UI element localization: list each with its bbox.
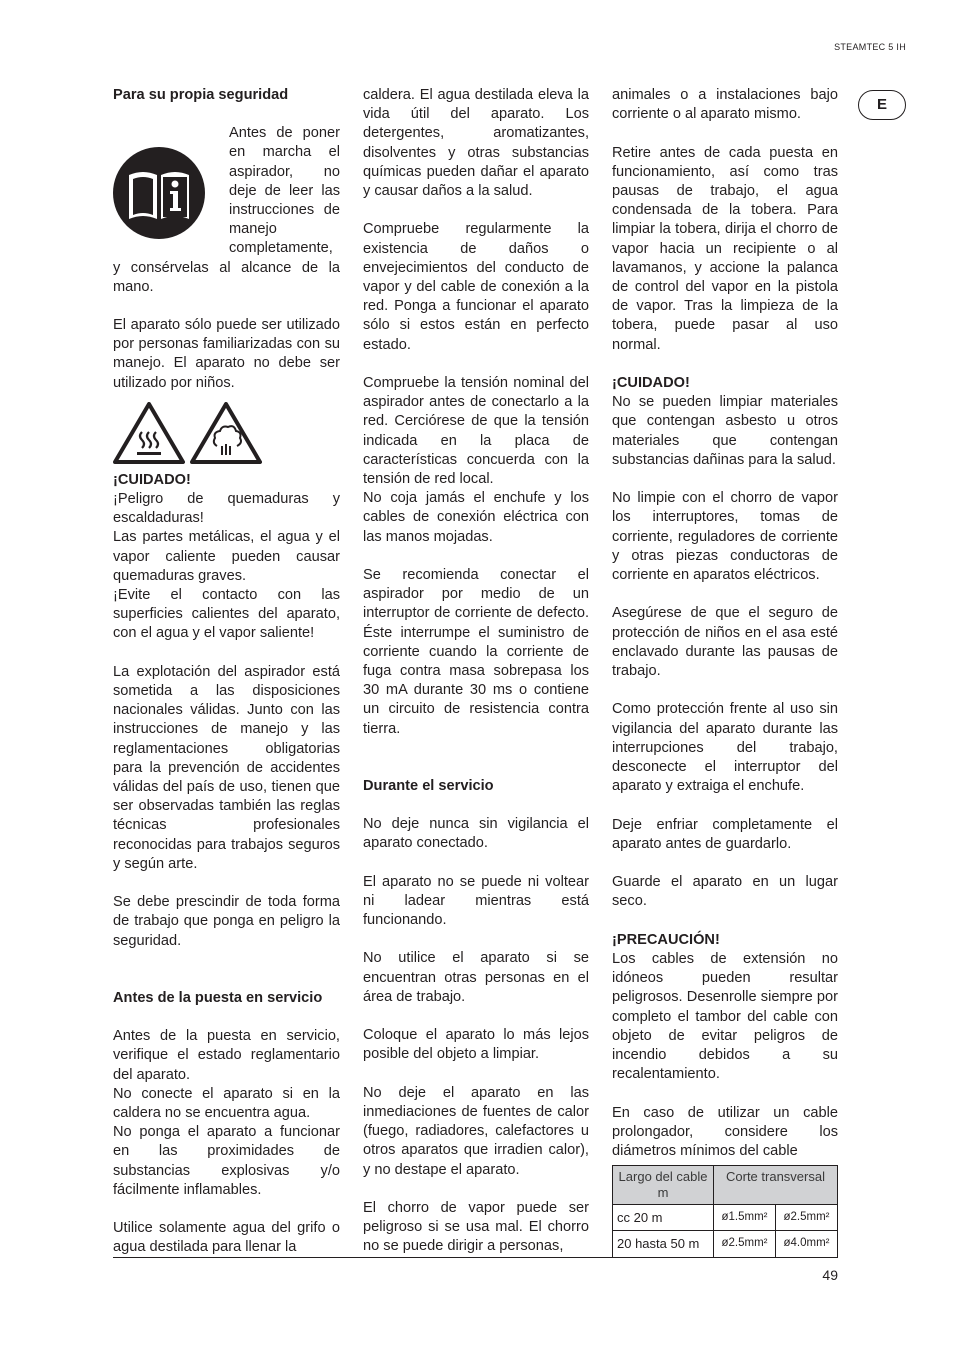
- table-row: [613, 1231, 838, 1257]
- caution-burn: ¡Peligro de quemaduras y escaldaduras!: [113, 491, 340, 527]
- caution-contact: ¡Evite el contacto con las superficies calientes del aparato, con el agua y el vapor saliente!: [113, 587, 340, 642]
- cable-table: [612, 1165, 838, 1257]
- unplug-text: Como protección frente al uso sin vigilancia del aparato durante las interrupciones del trabajo, desconecte el interruptor del aparato y extraiga el enchufe.: [612, 701, 838, 795]
- hot-surface-warning-icon: [113, 402, 185, 464]
- service-tilt: El aparato no se puede ni voltear ni ladear mientras está funcionando.: [363, 873, 589, 929]
- distilled-water-text: caldera. El agua destilada eleva la vida útil del aparato. Los detergentes, aromatizantes, disolventes y otras substancias químicas pueden dañar el aparato y causar daños a la salud.: [363, 87, 589, 200]
- caution-title-1: ¡CUIDADO!: [113, 471, 191, 488]
- check-damage-text: Compruebe regularmente la existencia de daños o envejecimientos del conducto de vapor y del cable de conexión a la red. Ponga a funcionar el aparato sólo si estos están en perfecto estado.: [363, 221, 589, 353]
- regulations-text: La explotación del aspirador está sometida a las disposiciones nacionales válidas. Junto con las instrucciones de manejo y las reglamentaciones obligatorias para la prevención de accidentes válidas del país de uso, tienen que ser observadas también las reglas técnicas profesionales reconocidas para trabajos seguros y según arte.: [113, 663, 340, 872]
- caution-parts: Las partes metálicas, el agua y el vapor caliente pueden causar quemaduras graves.: [113, 529, 340, 584]
- child-lock-text: Asegúrese de que el seguro de protección de niños en el asa esté enclavado durante las pausas de trabajo.: [612, 605, 838, 680]
- table-header-row: [613, 1166, 838, 1205]
- column-3: [612, 86, 838, 1258]
- extension-cable-text: Los cables de extensión no idóneos pueden resultar peligrosos. Desenrolle siempre por completo el tambor del cable con objeto de evitar peligros de incendio debidos a su recalentamiento.: [612, 951, 838, 1083]
- cell-length: cc 20 m: [613, 1205, 714, 1231]
- usage-text: El aparato sólo puede ser utilizado por personas familiarizadas con su manejo. El aparato no debe ser utilizado por niños.: [113, 317, 340, 391]
- before-explosive: No ponga el aparato a funcionar en las proximidades de substancias explosivas y/o fácilmente inflamables.: [113, 1124, 340, 1198]
- before-water: No conecte el aparato si en la caldera no se encuentra agua.: [113, 1085, 340, 1121]
- header-cross-section: Corte transversal: [714, 1166, 838, 1205]
- page-number: 49: [822, 1267, 838, 1283]
- cool-down-text: Deje enfriar completamente el aparato antes de guardarlo.: [612, 816, 838, 852]
- header-cable-length: Largo del cable m: [613, 1166, 714, 1205]
- before-check: Antes de la puesta en servicio, verifique el estado reglamentario del aparato.: [113, 1028, 340, 1083]
- cell-section-b: ø2.5mm²: [776, 1205, 838, 1231]
- animals-text: animales o a instalaciones bajo corriente o al aparato mismo.: [612, 87, 838, 123]
- condensate-text: Retire antes de cada puesta en funcionamiento, así como tras pausas de trabajo, el agua condensada de la tobera. Para limpiar la tobera, dirija el chorro de vapor hacia un recipiente o al lavamanos, y accione la palanca de control del vapor en la pistola de vapor. Tras la limpieza de la tobera, puede pasar al uso normal.: [612, 144, 838, 353]
- table-row: [613, 1205, 838, 1231]
- info-text: Antes de poner en marcha el aspirador, no deje de leer las instrucciones de manejo completamente, y consérvelas al alcance de la mano.: [113, 125, 340, 295]
- section-title-during-service: Durante el servicio: [363, 777, 494, 794]
- footer-divider: [113, 1257, 838, 1258]
- cell-section-b: ø4.0mm²: [776, 1231, 838, 1257]
- cell-length: 20 hasta 50 m: [613, 1231, 714, 1257]
- section-title-safety: Para su propia seguridad: [113, 87, 289, 103]
- precaution-title: ¡PRECAUCIÓN!: [612, 931, 720, 948]
- caution-title-2: ¡CUIDADO!: [612, 375, 690, 392]
- service-distance: Coloque el aparato lo más lejos posible del objeto a limpiar.: [363, 1027, 589, 1063]
- dispense-text: Se debe prescindir de toda forma de trabajo que ponga en peligro la seguridad.: [113, 894, 340, 949]
- before-tap-water: Utilice solamente agua del grifo o agua destilada para llenar la: [113, 1220, 340, 1256]
- model-name: STEAMTEC 5 IH: [834, 42, 906, 52]
- rcd-text: Se recomienda conectar el aspirador por medio de un interruptor de corriente de defecto. Éste interrumpe el suministro de corriente cuando la corriente de fuga contra masa sobrepasa los 30 mA durante 30 ms o contiene un circuito de resistencia contra tierra.: [363, 567, 589, 737]
- wet-hands-text: No coja jamás el enchufe y los cables de conexión eléctrica con las manos mojadas.: [363, 490, 589, 545]
- service-unattended: No deje nunca sin vigilancia el aparato conectado.: [363, 816, 589, 852]
- service-steam-jet: El chorro de vapor puede ser peligroso si se usa mal. El chorro no se puede dirigir a personas,: [363, 1200, 589, 1255]
- electrical-parts-text: No limpie con el chorro de vapor los interruptores, tomas de corriente, reguladores de corriente y otras piezas conductoras de corriente en aparatos eléctricos.: [612, 490, 838, 584]
- cable-diameter-text: En caso de utilizar un cable prolongador, considere los diámetros mínimos del cable: [612, 1104, 838, 1160]
- info-block: [113, 124, 340, 297]
- cell-section-a: ø2.5mm²: [714, 1231, 776, 1257]
- column-2: [363, 86, 589, 1257]
- cell-section-a: ø1.5mm²: [714, 1205, 776, 1231]
- steam-warning-icon: [190, 402, 262, 464]
- language-badge: E: [858, 90, 906, 120]
- column-1: [113, 86, 340, 1258]
- asbestos-text: No se pueden limpiar materiales que contengan asbesto u otros materiales que contengan substancias dañinas para la salud.: [612, 394, 838, 468]
- warning-icons: [113, 402, 340, 464]
- voltage-text: Compruebe la tensión nominal del aspirador antes de conectarlo a la red. Cerciórese de que la tensión indicada en la placa de características concuerda con la tensión de red local.: [363, 375, 589, 488]
- service-persons: No utilice el aparato si se encuentran otras personas en el área de trabajo.: [363, 950, 589, 1005]
- section-title-before-use: Antes de la puesta en servicio: [113, 989, 323, 1006]
- storage-text: Guarde el aparato en un lugar seco.: [612, 874, 838, 910]
- service-heat: No deje el aparato en las inmediaciones de fuentes de calor (fuego, radiadores, calefactores u otros aparatos que irradien calor), y no destape el aparato.: [363, 1084, 589, 1178]
- read-manual-icon: [113, 147, 205, 239]
